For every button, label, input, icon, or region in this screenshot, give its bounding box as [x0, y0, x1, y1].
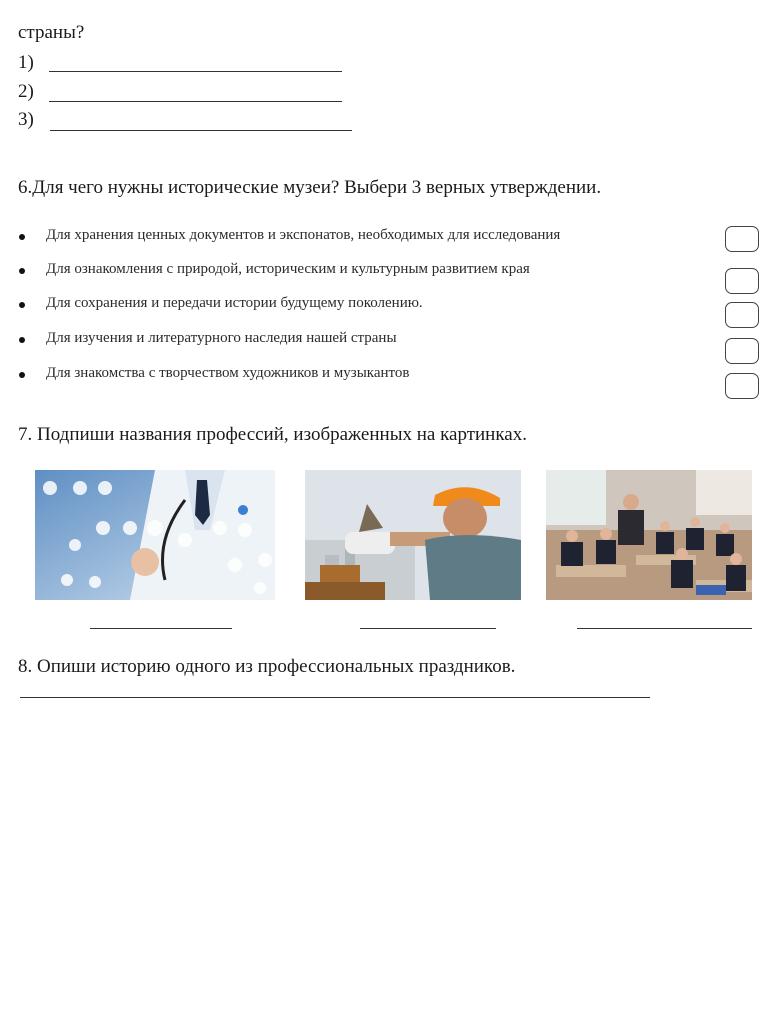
q6-title: 6.Для чего нужны исторические музеи? Выбери 3 верных утверждении. — [18, 177, 602, 198]
doctor-image — [35, 470, 275, 600]
q7-title: 7. Подпиши названия профессий, изображенных на картинках. — [18, 424, 527, 445]
q6-statement-3: Для сохранения и передачи истории будущему поколению. — [46, 295, 423, 311]
q5-answer-number-3: 3) — [18, 109, 34, 130]
profession-answer-line-2[interactable] — [360, 628, 496, 629]
q5-answer-line-1[interactable] — [49, 71, 342, 72]
q6-statement-5: Для знакомства с творчеством художников и музыкантов — [46, 365, 410, 381]
answer-box-4[interactable] — [725, 338, 759, 364]
q6-statement-1: Для хранения ценных документов и экспонатов, необходимых для исследования — [46, 227, 561, 243]
builder-image — [305, 470, 521, 600]
q5-answer-number-2: 2) — [18, 81, 34, 102]
profession-answer-line-3[interactable] — [577, 628, 752, 629]
q8-answer-line[interactable] — [20, 697, 650, 698]
q5-answer-line-3[interactable] — [50, 130, 352, 131]
q6-statement-4: Для изучения и литературного наследия нашей страны — [46, 330, 397, 346]
bullet-1 — [19, 234, 25, 240]
classroom-image — [546, 470, 752, 600]
profession-answer-line-1[interactable] — [90, 628, 232, 629]
answer-box-1[interactable] — [725, 226, 759, 252]
bullet-3 — [19, 302, 25, 308]
q5-answer-number-1: 1) — [18, 52, 34, 73]
answer-box-2[interactable] — [725, 268, 759, 294]
bullet-5 — [19, 372, 25, 378]
q8-title: 8. Опиши историю одного из профессиональных праздников. — [18, 656, 516, 677]
answer-box-5[interactable] — [725, 373, 759, 399]
q6-statement-2: Для ознакомления с природой, историческим и культурным развитием края — [46, 261, 530, 277]
q5-tail-text: страны? — [18, 22, 85, 43]
bullet-4 — [19, 337, 25, 343]
bullet-2 — [19, 268, 25, 274]
answer-box-3[interactable] — [725, 302, 759, 328]
q5-answer-line-2[interactable] — [49, 101, 342, 102]
